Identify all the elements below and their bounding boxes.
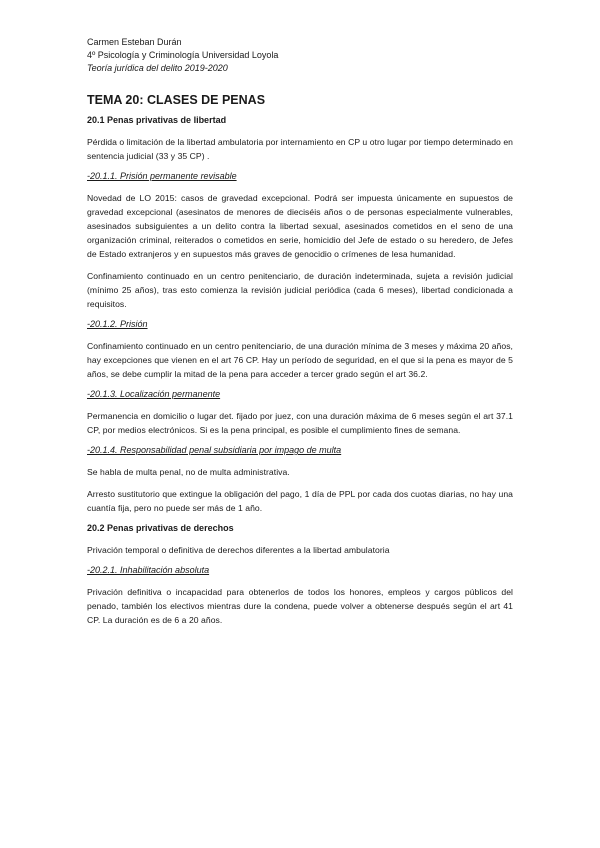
- subsection-title-20-1-4: -20.1.4. Responsabilidad penal subsidiaria por impago de multa: [87, 445, 342, 455]
- subsection-title-20-1-2: -20.1.2. Prisión: [87, 319, 148, 329]
- paragraph: Permanencia en domicilio o lugar det. fijado por juez, con una duración máxima de 6 meses según el art 37.1 CP, por medios electrónicos. Si es la pena principal, es posible el cumplimiento fines de semana.: [87, 411, 513, 435]
- paragraph: Pérdida o limitación de la libertad ambulatoria por internamiento en CP u otro lugar por tiempo determinado en sentencia judicial (33 y 35 CP) .: [87, 137, 513, 161]
- header-author: Carmen Esteban Durán: [87, 37, 182, 47]
- page-title: TEMA 20: CLASES DE PENAS: [87, 93, 266, 107]
- section-heading-20-2: 20.2 Penas privativas de derechos: [87, 523, 234, 533]
- paragraph: Arresto sustitutorio que extingue la obligación del pago, 1 día de PPL por cada dos cuotas diarias, no hay una cuantía fija, pero no puede ser más de 1 año.: [87, 489, 513, 513]
- subsection-title-20-1-3: -20.1.3. Localización permanente: [87, 389, 221, 399]
- paragraph: Confinamiento continuado en un centro penitenciario, de una duración mínima de 3 meses y máxima 20 años, hay excepciones que vienen en el art 76 CP. Hay un período de seguridad, en el que si la pena es mayor de 5 años, se debe cumplir la mitad de la pena para acceder a tercer grado según el art 36.2.: [87, 341, 513, 379]
- paragraph: Confinamiento continuado en un centro penitenciario, de duración indeterminada, sujeta a revisión judicial (mínimo 25 años), tras esto comienza la revisión judicial periódica (cada 6 meses), libertad condicionada a requisitos.: [87, 271, 513, 309]
- header-course: 4º Psicología y Criminología Universidad Loyola: [87, 50, 279, 60]
- subsection-title-20-1-1: -20.1.1. Prisión permanente revisable: [87, 171, 237, 181]
- paragraph: Se habla de multa penal, no de multa administrativa.: [87, 467, 290, 477]
- paragraph: Privación definitiva o incapacidad para obtenerlos de todos los honores, empleos y cargos públicos del penado, también los electivos mientras dure la condena, puede volver a obtenerse después según el art 41 CP. La duración es de 6 a 20 años.: [87, 587, 513, 625]
- paragraph: Privación temporal o definitiva de derechos diferentes a la libertad ambulatoria: [87, 545, 390, 555]
- subsection-title-20-2-1: -20.2.1. Inhabilitación absoluta: [87, 565, 210, 575]
- paragraph: Novedad de LO 2015: casos de gravedad excepcional. Podrá ser impuesta únicamente en supuestos de gravedad excepcional (asesinatos de menores de dieciséis años o de personas especialmente vulnerables, asesinados subsiguientes a un delito contra la libertad sexual, asesinados cometidos en el seno de una organización criminal, reiterados o cometidos en serie, homicidio del Jefe de estado o su heredero, de Jefes de Estado extranjeros y en supuestos más graves de genocidio o crímenes de lesa humanidad.: [87, 193, 513, 259]
- header-subject: Teoría jurídica del delito 2019-2020: [87, 63, 228, 73]
- section-heading-20-1: 20.1 Penas privativas de libertad: [87, 115, 227, 125]
